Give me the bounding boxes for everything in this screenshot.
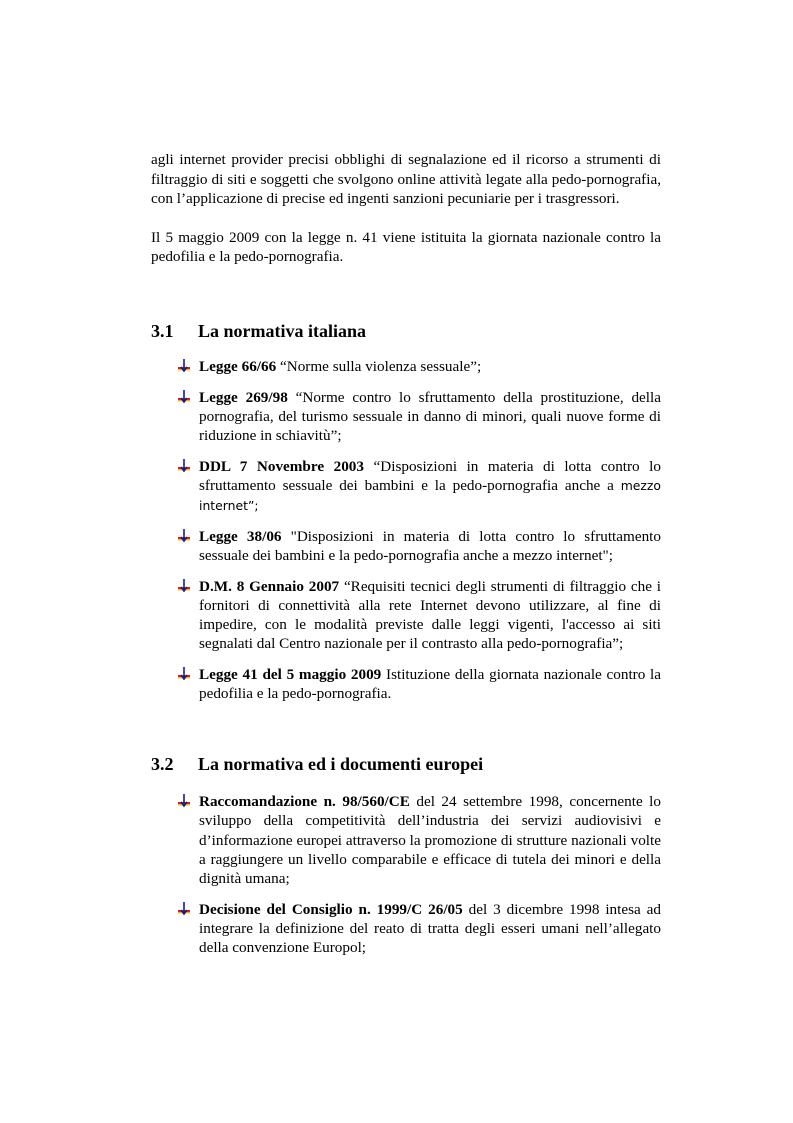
law-description: “Requisiti tecnici degli strumenti di filtraggio che i fornitori di connettività alla rete Internet devono utilizzare, al fine di impedire, con le modalità previste dalle leggi vigenti, l'accesso ai siti segnalati dal Centro nazionale per il contrasto alla pedo-pornografia”;	[199, 577, 661, 653]
section-number: 3.1	[151, 320, 174, 341]
arrow-down-bullet-icon	[178, 902, 190, 916]
law-description-tail: mezzo internet”;	[199, 478, 661, 513]
law-description: “Norme contro lo sfruttamento della prostituzione, della pornografia, del turismo sessuale in danno di minori, quali nuove forme di riduzione in schiavitù”;	[199, 389, 661, 445]
law-description: del 24 settembre 1998, concernente lo sviluppo della competitività dell’industria dei servizi audiovisivi e d’informazione europei attraverso la promozione di strutture nazionali volte a raggiungere un livello comparabile e efficace di tutela dei minori e della dignità umana;	[199, 793, 661, 887]
arrow-down-bullet-icon	[178, 459, 190, 473]
law-description: “Disposizioni in materia di lotta contro lo sfruttamento sessuale dei bambini e la pedo-pornografia anche a	[199, 458, 661, 495]
section-heading-3-1	[151, 320, 661, 342]
law-title: Legge 38/06	[199, 527, 282, 545]
italian-law-list	[151, 357, 661, 703]
arrow-down-bullet-icon	[178, 794, 190, 808]
law-title: Legge 41 del 5 maggio 2009	[199, 666, 382, 684]
section-number: 3.2	[151, 754, 174, 775]
section-title: La normativa italiana	[198, 320, 367, 341]
section-title: La normativa ed i documenti europei	[198, 754, 484, 775]
law-list-item	[151, 357, 661, 376]
arrow-down-bullet-icon	[178, 579, 190, 593]
section-heading-3-2	[151, 753, 661, 775]
arrow-down-bullet-icon	[178, 390, 190, 404]
law-title: DDL 7 Novembre 2003	[199, 458, 364, 476]
law-list-item	[151, 457, 661, 514]
law-list-item	[151, 792, 661, 887]
law-title: D.M. 8 Gennaio 2007	[199, 577, 340, 595]
law-list-item	[151, 388, 661, 445]
european-law-list	[151, 792, 661, 957]
law-list-item	[151, 900, 661, 957]
law-description: "Disposizioni in materia di lotta contro lo sfruttamento sessuale dei bambini e la pedo-pornografia anche a mezzo internet";	[199, 527, 661, 564]
law-list-item	[151, 577, 661, 653]
document-page	[151, 150, 661, 969]
arrow-down-bullet-icon	[178, 529, 190, 543]
law-description: “Norme sulla violenza sessuale”;	[276, 357, 482, 375]
law-description: Istituzione della giornata nazionale contro la pedofilia e la pedo-pornografia.	[199, 666, 662, 703]
law-description: del 3 dicembre 1998 intesa ad integrare la definizione del reato di tratta degli esseri umani nell’allegato della convenzione Europol;	[199, 900, 661, 957]
law-list-item	[151, 527, 661, 565]
law-title: Decisione del Consiglio n. 1999/C 26/05	[199, 900, 463, 918]
intro-paragraph-2: Il 5 maggio 2009 con la legge n. 41 viene istituita la giornata nazionale contro la pedofilia e la pedo-pornografia.	[151, 228, 661, 266]
intro-paragraph-1: agli internet provider precisi obblighi di segnalazione ed il ricorso a strumenti di filtraggio di siti e soggetti che svolgono online attività legate alla pedo-pornografia, con l’applicazione di precise ed ingenti sanzioni pecuniarie per i trasgressori.	[151, 151, 661, 208]
arrow-down-bullet-icon	[178, 667, 190, 681]
law-title: Legge 66/66	[199, 357, 277, 375]
arrow-down-bullet-icon	[178, 359, 190, 373]
law-list-item	[151, 665, 661, 703]
law-title: Legge 269/98	[199, 389, 288, 407]
law-title: Raccomandazione n. 98/560/CE	[199, 793, 410, 811]
